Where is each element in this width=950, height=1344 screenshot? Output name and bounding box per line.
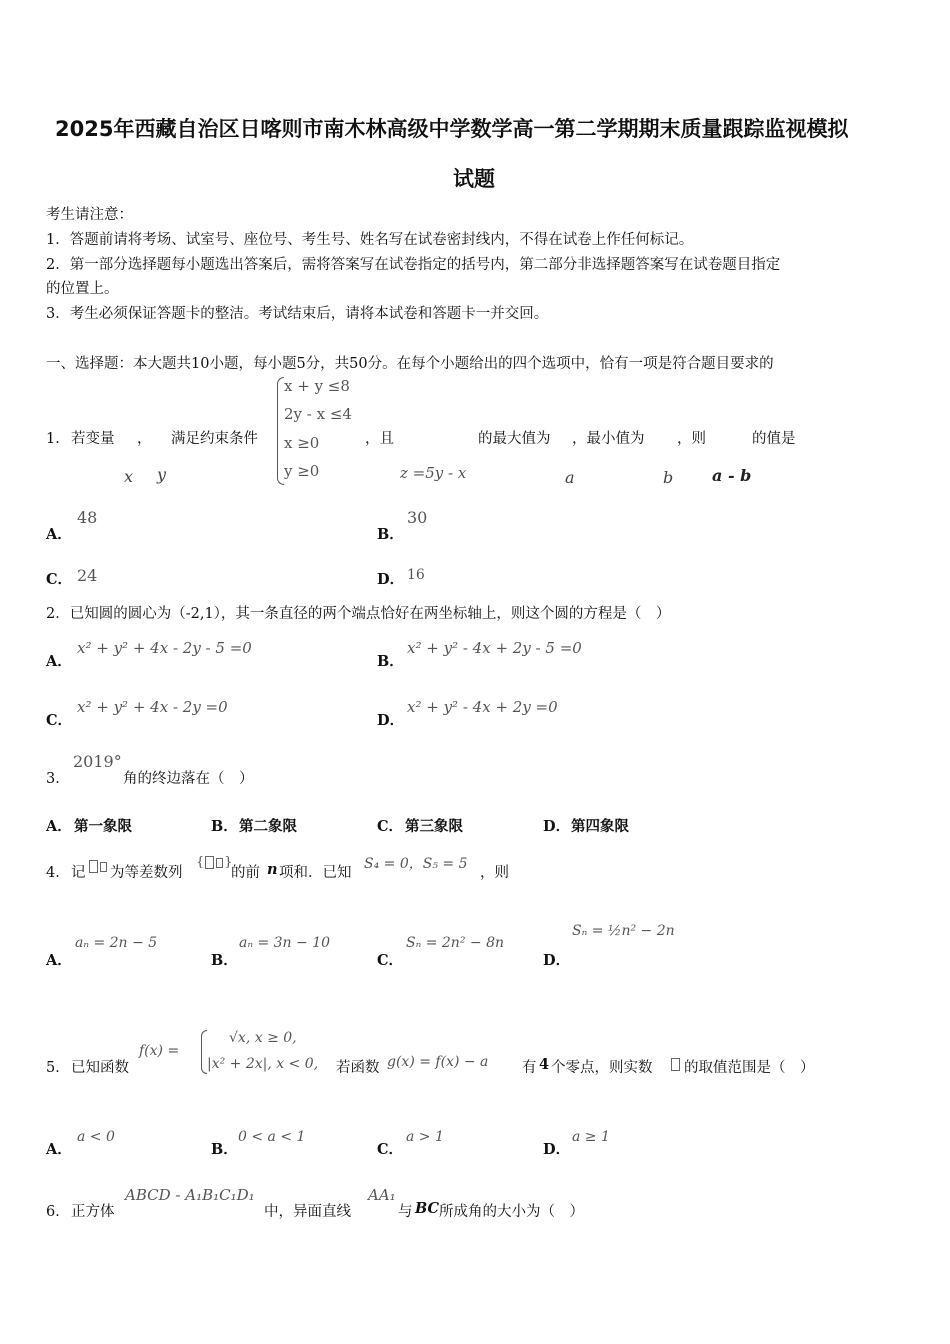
option-value: 第二象限 bbox=[239, 818, 297, 835]
option-label: D． bbox=[377, 712, 405, 729]
q6-text: 所成角的大小为（ ） bbox=[439, 1204, 584, 1220]
constraint: y ≥0 bbox=[284, 462, 320, 480]
option-label: B． bbox=[211, 952, 238, 969]
q1-text: 满足约束条件 bbox=[171, 431, 258, 447]
q1-text: 若变量 bbox=[71, 431, 115, 447]
q1-var-b: b bbox=[663, 468, 674, 487]
option-value: 第三象限 bbox=[405, 818, 463, 835]
notice-item: 3．考生必须保证答题卡的整洁。考试结束后，请将本试卷和答题卡一并交回。 bbox=[46, 306, 549, 322]
option-label: D． bbox=[377, 571, 405, 588]
q4-condition: S₄ = 0，S₅ = 5 bbox=[364, 856, 468, 872]
option-value: a ≥ 1 bbox=[572, 1129, 610, 1145]
option-label: C． bbox=[377, 952, 404, 969]
constraint-brace bbox=[277, 377, 284, 485]
q1-var-y: y bbox=[157, 465, 167, 484]
q5-text: 个零点，则实数 bbox=[551, 1060, 653, 1076]
option-value: aₙ = 3n − 10 bbox=[239, 935, 331, 951]
q1-var-a: a bbox=[565, 468, 575, 487]
question-number: 3． bbox=[46, 771, 70, 787]
q4-text: 记 bbox=[71, 865, 86, 881]
q1-text: ，且 bbox=[365, 431, 394, 447]
q1-text: ， bbox=[137, 431, 152, 447]
q4-text: ，则 bbox=[480, 865, 509, 881]
q4-text: 的前 bbox=[231, 865, 260, 881]
piecewise-case: √x, x ≥ 0, bbox=[229, 1030, 297, 1046]
option-label: C． bbox=[46, 712, 73, 729]
option-label: B． bbox=[377, 526, 404, 543]
option-value: a > 1 bbox=[406, 1129, 444, 1145]
q1-text: 的最大值为 bbox=[478, 431, 551, 447]
option-label: C． bbox=[377, 1141, 404, 1158]
option-value: x² + y² + 4x - 2y =0 bbox=[77, 698, 228, 716]
option-label: B． bbox=[211, 818, 238, 835]
question-number: 5． bbox=[46, 1060, 70, 1076]
option-label: A． bbox=[46, 952, 72, 969]
notice-item: 1．答题前请将考场、试室号、座位号、考生号、姓名写在试卷密封线内，不得在试卷上作任何标记。 bbox=[46, 232, 694, 248]
option-value: x² + y² - 4x + 2y - 5 =0 bbox=[407, 639, 582, 657]
q1-text: ，则 bbox=[677, 431, 706, 447]
option-label: A． bbox=[46, 653, 72, 670]
q1-expression: a - b bbox=[712, 466, 752, 485]
formula-placeholder-icon bbox=[670, 1054, 681, 1073]
page-title-line2: 试题 bbox=[453, 167, 495, 191]
constraint: x ≥0 bbox=[284, 434, 320, 452]
q1-var-x: x bbox=[124, 467, 134, 486]
q6-cube: ABCD - A₁B₁C₁D₁ bbox=[125, 1186, 255, 1204]
q4-text: 为等差数列 bbox=[110, 865, 183, 881]
q1-text: ，最小值为 bbox=[572, 431, 645, 447]
constraint: 2y - x ≤4 bbox=[284, 405, 352, 423]
q5-function: f(x) = bbox=[139, 1043, 180, 1059]
q6-line-aa1: AA₁ bbox=[368, 1186, 396, 1204]
option-label: A． bbox=[46, 526, 72, 543]
option-label: D． bbox=[543, 952, 571, 969]
constraint: x + y ≤8 bbox=[284, 377, 350, 395]
option-value: Sₙ = ½n² − 2n bbox=[572, 923, 675, 939]
option-label: C． bbox=[377, 818, 404, 835]
option-label: D． bbox=[543, 818, 571, 835]
q3-angle: 2019° bbox=[73, 752, 122, 771]
option-value: 48 bbox=[77, 508, 98, 527]
q5-text: 若函数 bbox=[336, 1060, 380, 1076]
q6-text: 中，异面直线 bbox=[264, 1204, 351, 1220]
notice-heading: 考生请注意： bbox=[46, 207, 133, 223]
option-label: B． bbox=[377, 653, 404, 670]
option-value: 16 bbox=[407, 567, 425, 583]
q2-text: 2．已知圆的圆心为（-2,1），其一条直径的两个端点恰好在两坐标轴上，则这个圆的方程是（ ） bbox=[46, 606, 671, 622]
q4-text: 项和．已知 bbox=[279, 865, 352, 881]
section-heading: 一、选择题：本大题共10小题，每小题5分，共50分。在每个小题给出的四个选项中，恰有一项是符合题目要求的 bbox=[46, 356, 774, 372]
q5-number: 4 bbox=[539, 1056, 550, 1073]
notice-item: 的位置上。 bbox=[46, 281, 119, 297]
question-number: 4． bbox=[46, 865, 70, 881]
option-value: x² + y² + 4x - 2y - 5 =0 bbox=[77, 639, 252, 657]
option-label: A． bbox=[46, 818, 72, 835]
q5-text: 的取值范围是（ ） bbox=[684, 1060, 815, 1076]
option-label: C． bbox=[46, 571, 73, 588]
question-number: 6． bbox=[46, 1204, 70, 1220]
option-value: 第四象限 bbox=[571, 818, 629, 835]
q5-text: 有 bbox=[522, 1060, 537, 1076]
question-number: 1． bbox=[46, 431, 70, 447]
page-title: 2025年西藏自治区日喀则市南木林高级中学数学高一第二学期期末质量跟踪监视模拟 bbox=[55, 117, 849, 141]
q6-text: 与 bbox=[398, 1204, 413, 1220]
piecewise-case: |x² + 2x|, x < 0, bbox=[207, 1056, 319, 1072]
option-label: A． bbox=[46, 1141, 72, 1158]
option-value: 24 bbox=[77, 566, 98, 585]
q4-var-n: n bbox=[267, 861, 278, 878]
q5-g-function: g(x) = f(x) − a bbox=[387, 1054, 489, 1070]
option-value: a < 0 bbox=[77, 1129, 115, 1145]
option-value: x² + y² - 4x + 2y =0 bbox=[407, 698, 558, 716]
q3-text: 角的终边落在（ ） bbox=[123, 771, 254, 787]
option-value: Sₙ = 2n² − 8n bbox=[406, 935, 504, 951]
formula-placeholder-icon bbox=[88, 856, 108, 875]
q1-text: 的值是 bbox=[752, 431, 796, 447]
option-value: aₙ = 2n − 5 bbox=[75, 935, 158, 951]
option-value: 30 bbox=[407, 508, 428, 527]
q6-line-bc: BC bbox=[415, 1200, 440, 1217]
option-value: 0 < a < 1 bbox=[238, 1129, 306, 1145]
q6-text: 正方体 bbox=[71, 1204, 115, 1220]
option-label: D． bbox=[543, 1141, 571, 1158]
notice-item: 2．第一部分选择题每小题选出答案后，需将答案写在试卷指定的括号内，第二部分非选择题答案写在试卷题目指定 bbox=[46, 257, 781, 273]
option-label: B． bbox=[211, 1141, 238, 1158]
formula-placeholder-icon: { } bbox=[196, 855, 233, 870]
q1-objective: z =5y - x bbox=[400, 464, 467, 482]
option-value: 第一象限 bbox=[74, 818, 132, 835]
q5-text: 已知函数 bbox=[71, 1060, 129, 1076]
